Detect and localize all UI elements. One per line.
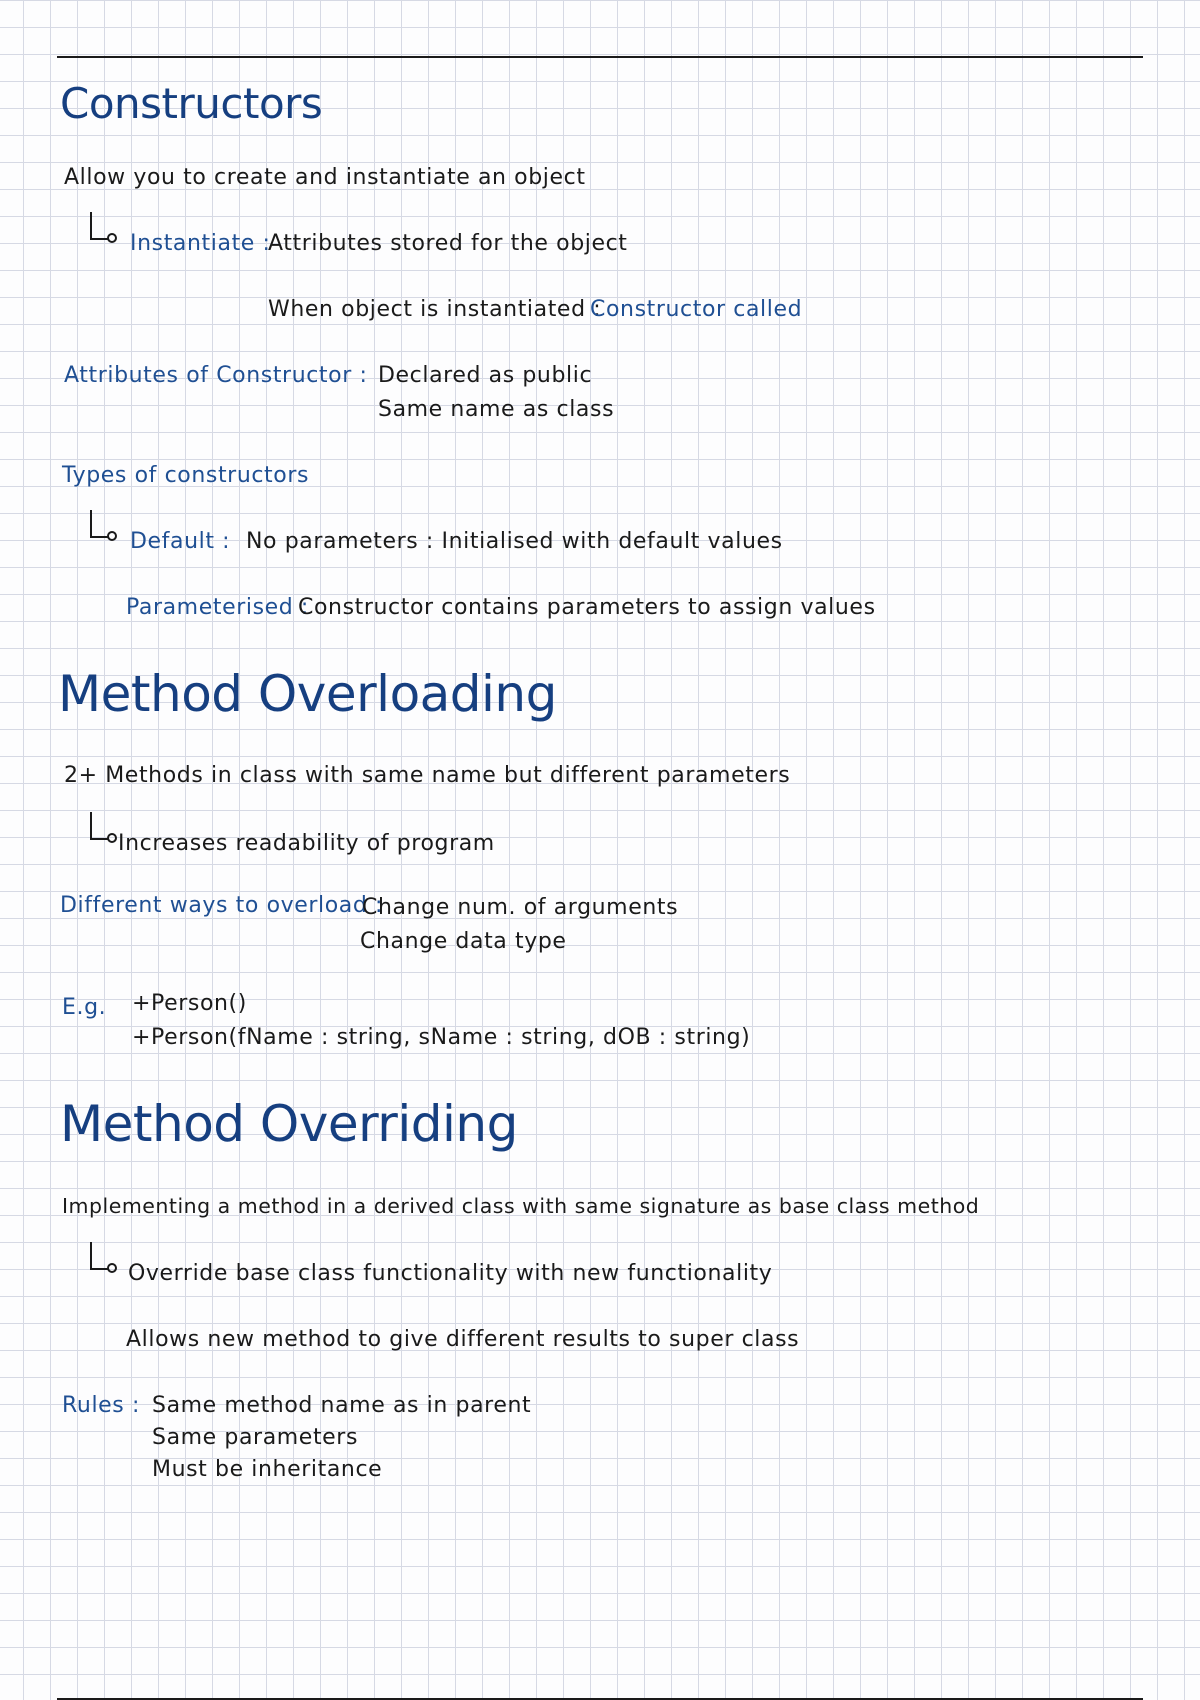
sub-point-arrow-icon xyxy=(90,510,108,538)
different-ways-term: Different ways to overload : xyxy=(60,893,384,918)
attributes-of-constructor-term: Attributes of Constructor : xyxy=(64,363,368,388)
constructor-called-text: Constructor called xyxy=(590,297,803,322)
attributes-line-public: Declared as public xyxy=(378,363,593,388)
rules-label: Rules : xyxy=(62,1393,140,1418)
overriding-definition: Implementing a method in a derived class with same signature as base class method xyxy=(62,1194,980,1218)
example-label: E.g. xyxy=(62,995,107,1020)
rule-must-be-inheritance: Must be inheritance xyxy=(152,1457,383,1482)
sub-point-arrow-icon xyxy=(90,212,108,240)
sub-point-arrow-icon xyxy=(90,812,108,840)
top-margin-line xyxy=(57,56,1143,58)
overloading-definition: 2+ Methods in class with same name but different parameters xyxy=(64,763,791,788)
constructors-heading: Constructors xyxy=(60,79,323,128)
ways-change-data-type: Change data type xyxy=(360,929,567,954)
method-overriding-heading: Method Overriding xyxy=(60,1095,518,1153)
instantiate-description: Attributes stored for the object xyxy=(268,231,628,256)
parameterised-term: Parameterised : xyxy=(126,595,309,620)
example-line-1: +Person() xyxy=(132,991,247,1016)
instantiate-term: Instantiate : xyxy=(130,231,271,256)
overriding-allows: Allows new method to give different results to super class xyxy=(126,1327,800,1352)
overriding-purpose: Override base class functionality with new functionality xyxy=(128,1261,773,1286)
example-line-2: +Person(fName : string, sName : string, dOB : string) xyxy=(132,1025,751,1050)
constructors-definition: Allow you to create and instantiate an object xyxy=(64,165,586,190)
rule-same-parameters: Same parameters xyxy=(152,1425,359,1450)
types-of-constructors-heading: Types of constructors xyxy=(62,463,310,488)
parameterised-description: Constructor contains parameters to assign values xyxy=(298,595,876,620)
default-term: Default : xyxy=(130,529,231,554)
when-instantiated-text: When object is instantiated : xyxy=(268,297,602,322)
default-description: No parameters : Initialised with default values xyxy=(246,529,783,554)
ways-change-arguments: Change num. of arguments xyxy=(362,895,679,920)
overloading-benefit: Increases readability of program xyxy=(118,831,495,856)
attributes-line-same-name: Same name as class xyxy=(378,397,615,422)
rule-same-method-name: Same method name as in parent xyxy=(152,1393,532,1418)
method-overloading-heading: Method Overloading xyxy=(58,665,557,723)
sub-point-arrow-icon xyxy=(90,1242,108,1270)
